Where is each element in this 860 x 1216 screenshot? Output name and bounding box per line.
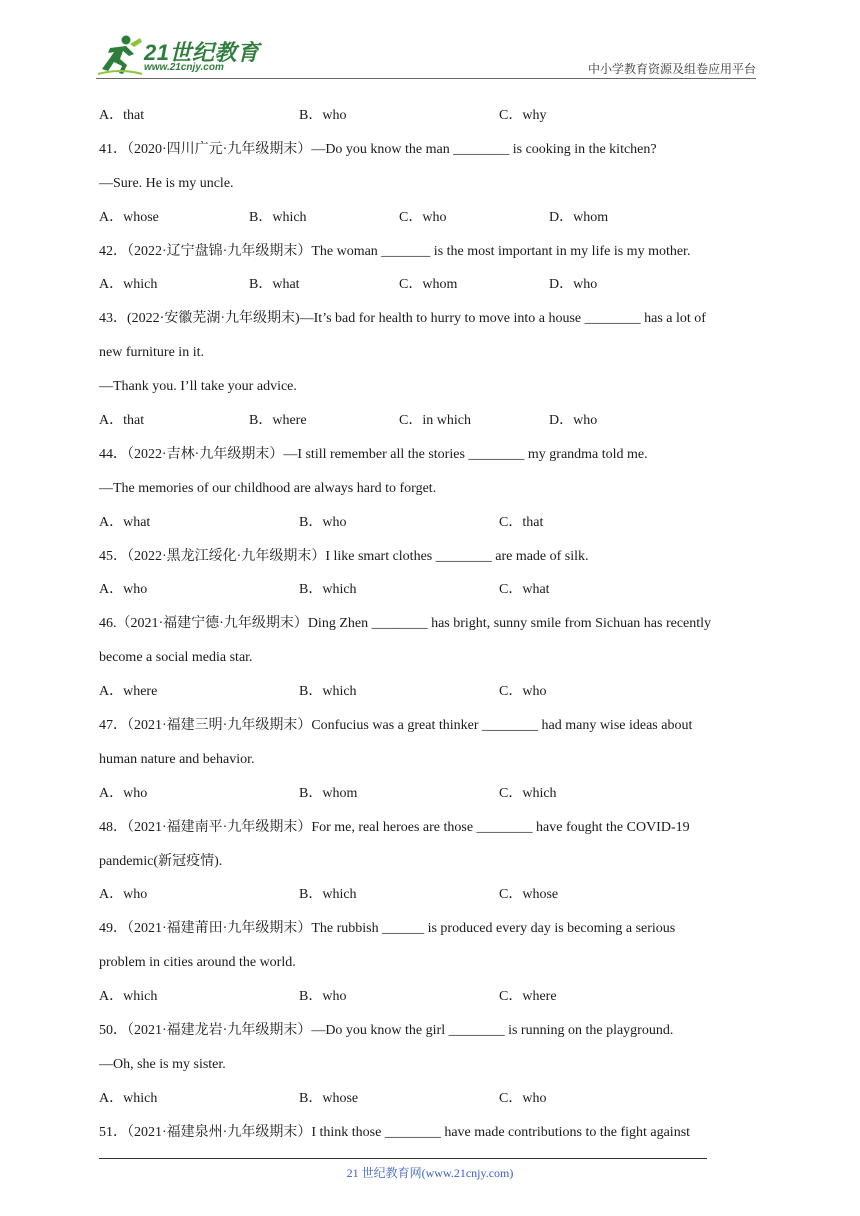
question-line: become a social media star. — [99, 650, 253, 666]
answer-options — [99, 985, 764, 1019]
footer-link[interactable]: 21 世纪教育网(www.21cnjy.com) — [346, 1166, 514, 1180]
answer-options — [99, 409, 764, 443]
question-line: new furniture in it. — [99, 345, 204, 361]
option-c: C．who — [499, 1090, 547, 1106]
option-b: B．who — [299, 514, 347, 530]
answer-options — [99, 104, 764, 138]
answer-options — [99, 1087, 764, 1121]
answer-options — [99, 511, 764, 545]
logo-wordmark: 21世纪教育 — [144, 40, 260, 65]
answer-options — [99, 883, 764, 917]
option-c: C．whose — [499, 887, 559, 903]
question-line: 51．（2021·福建泉州·九年级期末）I think those ________ have made contributions to the fight against — [99, 1124, 691, 1140]
option-c: C．that — [499, 514, 544, 530]
question-line: 47．（2021·福建三明·九年级期末）Confucius was a great thinker ________ had many wise ideas about — [99, 718, 693, 734]
question-line: pandemic(新冠疫情). — [99, 853, 223, 869]
question-line: 50．（2021·福建龙岩·九年级期末）—Do you know the girl ________ is running on the playground. — [99, 1023, 674, 1039]
option-a: A．that — [99, 108, 145, 123]
runner-icon — [96, 34, 144, 76]
option-c: C．whom — [399, 277, 458, 293]
footer-divider — [99, 1158, 707, 1159]
question-line: —Sure. He is my uncle. — [99, 175, 234, 191]
option-d: D．who — [549, 277, 598, 293]
option-b: B．where — [249, 413, 307, 429]
option-d: D．whom — [549, 209, 609, 225]
question-line: 45．（2022·黑龙江绥化·九年级期末）I like smart clothes ________ are made of silk. — [99, 548, 589, 564]
question-line: 41．（2020·四川广元·九年级期末）—Do you know the man ________ is cooking in the kitchen? — [99, 141, 657, 157]
option-b: B．who — [299, 108, 347, 123]
option-b: B．who — [299, 989, 347, 1005]
question-line: 44．（2022·吉林·九年级期末）—I still remember all the stories ________ my grandma told me. — [99, 446, 648, 462]
option-c: C．who — [399, 209, 447, 225]
option-b: B．which — [299, 887, 357, 903]
question-line: —Thank you. I’ll take your advice. — [99, 379, 297, 395]
option-a: A．that — [99, 413, 145, 429]
question-line: 42．（2022·辽宁盘锦·九年级期末）The woman _______ is the most important in my life is my mother. — [99, 243, 691, 259]
question-line: 49．（2021·福建莆田·九年级期末）The rubbish ______ is produced every day is becoming a serious — [99, 921, 676, 937]
option-a: A．which — [99, 989, 158, 1005]
question-line: 43．(2022·安徽芜湖·九年级期末)—It’s bad for health to hurry to move into a house ________ has a lot of — [99, 311, 706, 327]
option-a: A．which — [99, 1090, 158, 1106]
option-a: A．who — [99, 582, 148, 598]
answer-options — [99, 782, 764, 816]
option-a: A．whose — [99, 209, 159, 225]
question-list — [99, 104, 764, 1155]
option-d: D．who — [549, 413, 598, 429]
answer-options — [99, 578, 764, 612]
answer-options — [99, 273, 764, 307]
option-c: C．which — [499, 785, 557, 801]
question-line: —Oh, she is my sister. — [99, 1056, 226, 1072]
answer-options — [99, 680, 764, 714]
option-a: A．who — [99, 887, 148, 903]
option-b: B．which — [299, 684, 357, 700]
option-b: B．whose — [299, 1090, 359, 1106]
question-line: —The memories of our childhood are always hard to forget. — [99, 480, 437, 496]
header-divider — [96, 78, 756, 79]
page-header — [96, 34, 756, 78]
site-logo — [96, 34, 266, 76]
option-c: C．where — [499, 989, 557, 1005]
question-line: human nature and behavior. — [99, 751, 255, 767]
option-a: A．which — [99, 277, 158, 293]
option-c: C．in which — [399, 413, 471, 429]
option-b: B．which — [249, 209, 307, 225]
header-tagline: 中小学教育资源及组卷应用平台 — [587, 62, 756, 76]
question-line: 46.（2021·福建宁德·九年级期末）Ding Zhen ________ has bright, sunny smile from Sichuan has recently — [99, 616, 712, 632]
question-line: problem in cities around the world. — [99, 955, 296, 971]
option-b: B．whom — [299, 785, 358, 801]
option-b: B．which — [299, 582, 357, 598]
option-b: B．what — [249, 277, 300, 293]
option-c: C．who — [499, 684, 547, 700]
option-a: A．who — [99, 785, 148, 801]
answer-options — [99, 206, 764, 240]
option-c: C．what — [499, 582, 550, 598]
question-line: 48．（2021·福建南平·九年级期末）For me, real heroes are those ________ have fought the COVID-19 — [99, 819, 690, 835]
option-a: A．where — [99, 684, 158, 700]
option-c: C．why — [499, 108, 547, 123]
logo-url: www.21cnjy.com — [144, 62, 224, 73]
option-a: A．what — [99, 514, 151, 530]
